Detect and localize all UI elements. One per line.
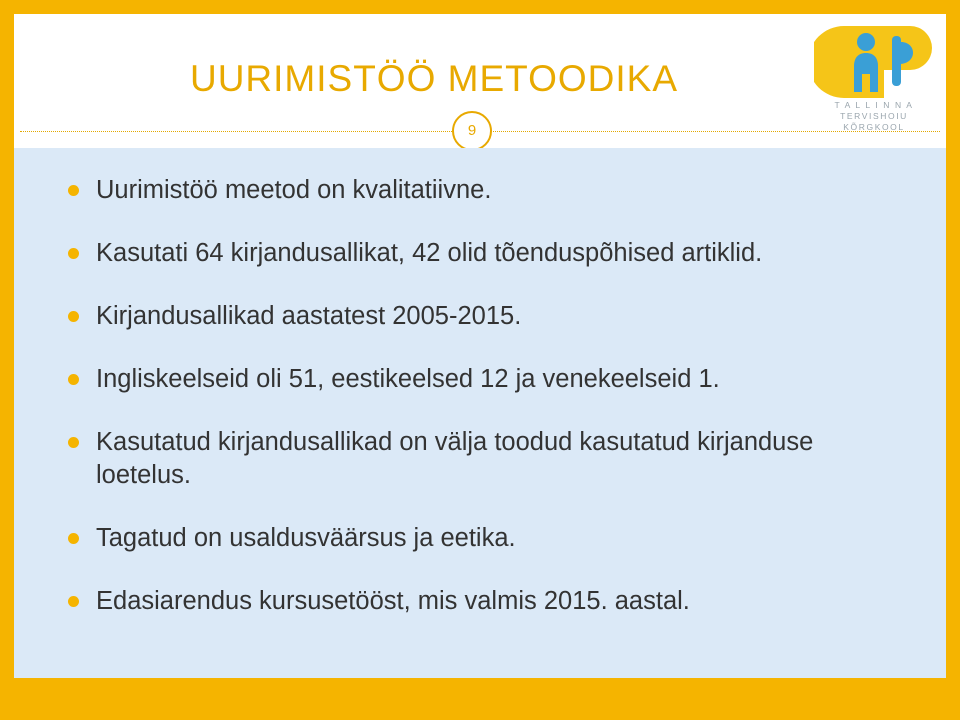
list-item (48, 300, 912, 333)
list-item-text: Kirjandusallikad aastatest 2005-2015. (96, 302, 522, 330)
list-item-text: Kasutati 64 kirjandusallikat, 42 olid tõenduspõhised artiklid. (96, 239, 763, 267)
list-item (48, 174, 912, 207)
logo-line-2: TERVISHOIU (840, 111, 908, 121)
logo-wordmark (814, 100, 934, 133)
list-item (48, 585, 912, 618)
logo-mark-icon (814, 22, 934, 102)
slide-number-badge: 9 (452, 111, 492, 151)
bullet-dot-icon (68, 533, 79, 544)
list-item-text: Ingliskeelseid oli 51, eestikeelsed 12 ja venekeelseid 1. (96, 365, 720, 393)
slide-border-left (0, 0, 14, 720)
bullet-dot-icon (68, 311, 79, 322)
bullet-dot-icon (68, 437, 79, 448)
list-item (48, 522, 912, 555)
slide-content (14, 148, 946, 678)
logo-line-1: T A L L I N N A (834, 100, 914, 110)
school-logo (814, 22, 934, 134)
bullet-dot-icon (68, 374, 79, 385)
page-title: UURIMISTÖÖ METOODIKA (189, 58, 678, 99)
list-item-text: Tagatud on usaldusväärsus ja eetika. (96, 524, 516, 552)
bullet-dot-icon (68, 248, 79, 259)
slide-border-top (0, 0, 960, 14)
bullet-dot-icon (68, 596, 79, 607)
list-item-text: Edasiarendus kursusetööst, mis valmis 2015. aastal. (96, 587, 690, 615)
logo-line-3: KÕRGKOOL (843, 122, 905, 132)
list-item (48, 237, 912, 270)
list-item-text: Kasutatud kirjandusallikad on välja toodud kasutatud kirjanduse loetelus. (96, 428, 814, 489)
bullet-list (48, 174, 912, 618)
bullet-dot-icon (68, 185, 79, 196)
slide-border-right (946, 0, 960, 720)
list-item (48, 426, 912, 492)
list-item-text: Uurimistöö meetod on kvalitatiivne. (96, 176, 492, 204)
list-item (48, 363, 912, 396)
slide-footer-bar (14, 690, 946, 720)
